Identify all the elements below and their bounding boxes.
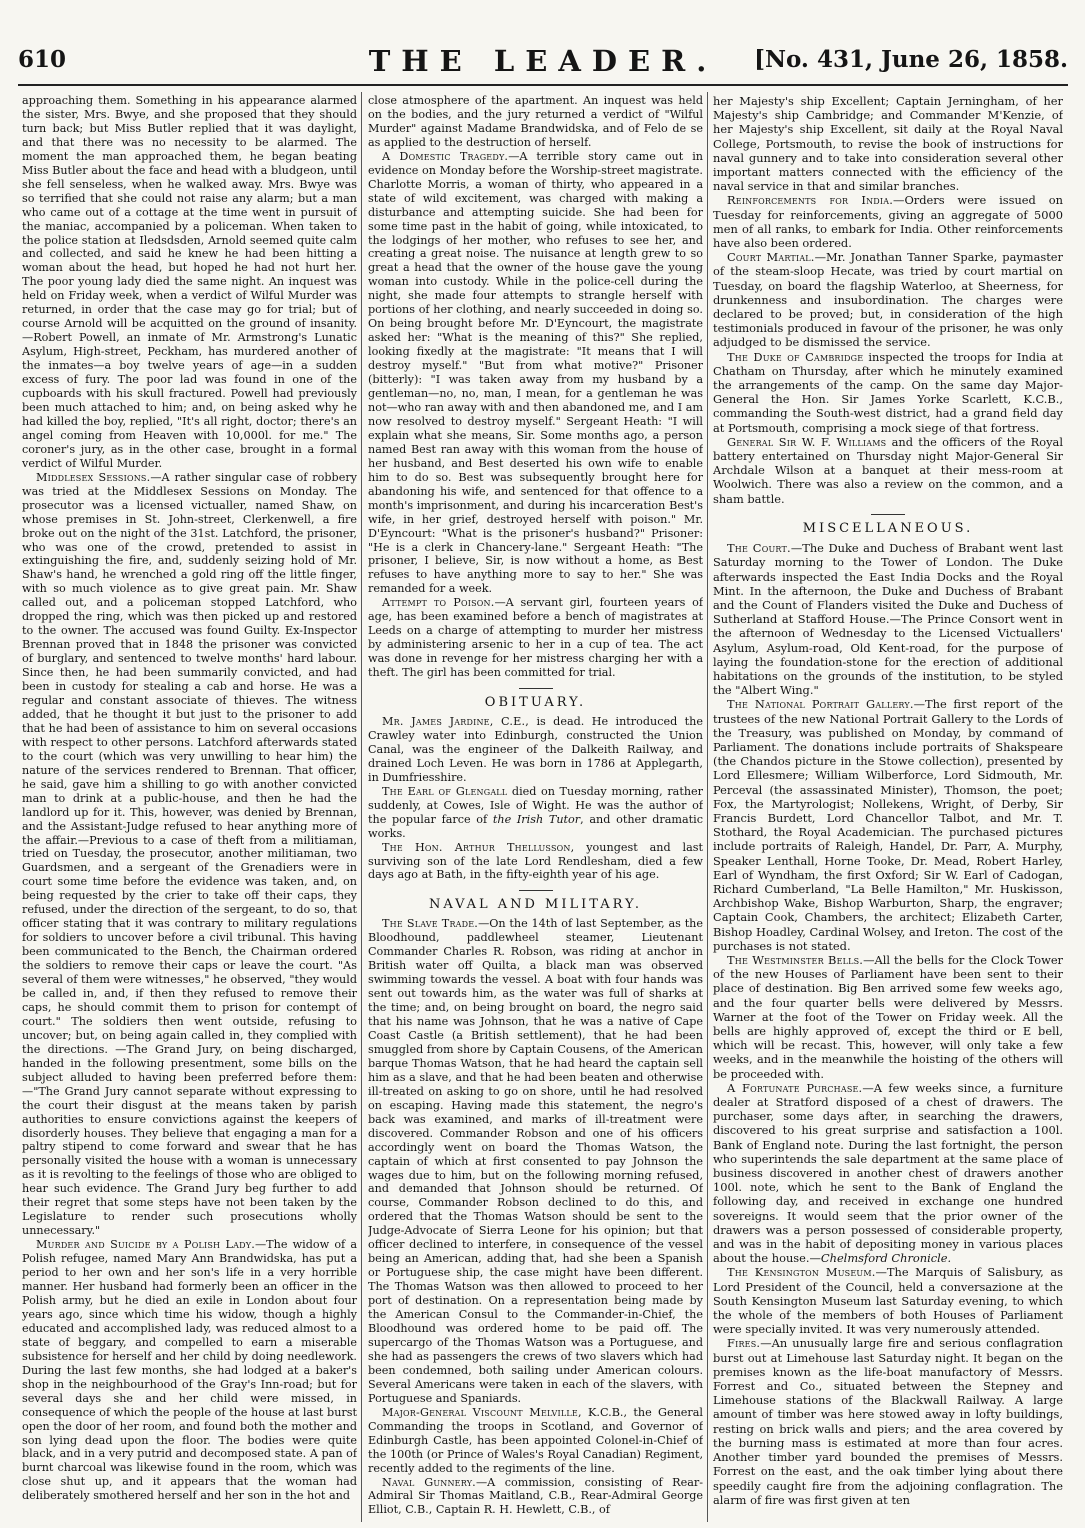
article-text: —An unusually large fire and serious conflagration burst out at Limehouse last Saturday night. It began on the premises known as the life-boat manufactory of Messrs. Forrest and Co., situated between the Stepney and Limehouse stations of the Blackwall Railway. A large amount of timber was here stowed away in lofty buildings, resting on brick walls and piers; and the area covered by the burning mass is estimated at more than four acres. Another timber yard bounded the premises of Messrs. Forrest on the east, and the oak timber lying about there speedily caught fire from the adjoining conflagration. The alarm of fire was first given at ten bbox=[713, 1336, 1063, 1507]
article-text: —Mr. Jonathan Tanner Sparke, paymaster of the steam-sloop Hecate, was tried by court martial on Tuesday, on board the flagship Waterloo, at Sheerness, for drunkenness and insubordination. The charges were declared to be proved; but, in consideration of the high testimonials produced in favour of the prisoner, he was only adjudged to be dismissed the service. bbox=[713, 250, 1063, 350]
article-lead: The Duke of Cambridge bbox=[727, 349, 864, 364]
article-text: is dead. He introduced the Crawley water into Edinburgh, constructed the Union Canal, was the engineer of the Dalkeith Railway, and drained Loch Leven. He was born in 1786 at Applegarth, in Dumfriesshire. bbox=[368, 714, 703, 784]
article-text: —A few weeks since, a furniture dealer at Stratford disposed of a chest of drawers. The purchaser, some days after, in searching the drawers, discovered to his great surprise and satisfaction a 100l. Bank of England note. During the last fortnight, the person who superintends the sale department at the same place of business discovered in another chest of drawers another 100l. note, which he sent to the Bank of England the following day, and received in exchange one hundred sovereigns. It would seem that the prior owner of the drawers was a person possessed of considerable property, and was in the habit of depositing money in various places about the house.— bbox=[713, 1080, 1063, 1266]
article-text: —The Duke and Duchess of Brabant went last Saturday morning to the Tower of London. The Duke afterwards inspected the East India Docks and the Royal Mint. In the afternoon, the Duke and Duchess of Brabant and the Count of Flanders visited the Duke and Duchess of Sutherland at Stafford House.—The Prince Consort went in the afternoon of Wednesday to the Licensed Victuallers' Asylum, Asylum-road, Old Kent-road, for the purpose of laying the foundation-stone for the erection of additional habitations on the grounds of the institution, to be styled the "Albert Wing." bbox=[713, 541, 1063, 698]
article-text: died on Tuesday morning, rather suddenly, at Cowes, Isle of Wight. He was the author of the popular farce of bbox=[368, 784, 703, 826]
article-paragraph bbox=[713, 697, 1063, 953]
masthead bbox=[18, 44, 1068, 88]
article-text: inspected the troops for India at Chatham on Thursday, after which he minutely examined the arrangements of the camp. On the same day Major-General the Hon. Sir James Yorke Scarlett, K.C.B., commanding the South-west district, had a grand field day at Portsmouth, comprising a mock siege of that fortress. bbox=[713, 349, 1063, 435]
article-lead: Middlesex Sessions. bbox=[36, 470, 151, 484]
article-text: youngest and last surviving son of the late Lord Rendlesham, died a few days ago at Bath, in the fifty-eighth year of his age. bbox=[368, 840, 703, 882]
article-text: and the officers of the Royal battery entertained on Thursday night Major-General Sir Archdale Wilson at a banquet at their mess-room at Woolwich. There was also a review on the common, and a sham battle. bbox=[713, 434, 1063, 506]
article-lead: A Fortunate Purchase. bbox=[727, 1080, 863, 1095]
article-lead: A Domestic Tragedy. bbox=[382, 149, 509, 163]
article-text: K.C.B., the General Commanding the troops in Scotland, and Governor of Edinburgh Castle, has been appointed Colonel-in-Chief of the 100th (or Prince of Wales's Royal Canadian) Regiment, recently added to the regiments of the line. bbox=[368, 1405, 703, 1475]
article-paragraph bbox=[368, 917, 703, 1405]
article-italic: Chelmsford Chronicle. bbox=[820, 1251, 952, 1266]
article-text: —The Marquis of Salisbury, as Lord President of the Council, held a conversazione at the South Kensington Museum last Saturday evening, to which the whole of the members of both Houses of Parliament were specially invited. It was very numerously attended. bbox=[713, 1265, 1063, 1337]
article-lead: The Slave Trade. bbox=[382, 917, 479, 931]
article-paragraph bbox=[713, 350, 1063, 435]
article-paragraph bbox=[368, 1406, 703, 1476]
article-text: —A terrible story came out in evidence on Monday before the Worship-street magistrate. Charlotte Morris, a woman of thirty, who appeared in a state of wild excitement, was charged with making a disturbance and attempting suicide. She had been for some time past in the habit of going, while intoxicated, to the lodgings of her mother, who refuses to see her, and creating a great noise. The nuisance at length grew to so great a head that the owner of the house gave the young woman into custody. While in the police-cell during the night, she made four attempts to strangle herself with portions of her clothing, and nearly succeeded in doing so. On being brought before Mr. D'Eyncourt, the magistrate asked her: "What is the meaning of this?" She replied, looking fixedly at the magistrate: "It means that I will destroy myself." "But from what motive?" Prisoner (bitterly): "I was taken away from my husband by a gentleman—no, no, man, I mean, for a gentleman he was not—who ran away with and then abandoned me, and I am now resolved to destroy myself." Sergeant Heath: "I will explain what she means, Sir. Some months ago, a person named Best ran away with this woman from the house of her husband, and Best deserted his own wife to enable him to do so. Best was subsequently brought here for abandoning his wife, and sentenced for that offence to a month's imprisonment, and during his incarceration Best's wife, in her grief, destroyed herself with poison." Mr. D'Eyncourt: "What is the prisoner's husband?" Prisoner: "He is a clerk in Chancery-lane." Sergeant Heath: "The prisoner, I believe, Sir, is now without a home, as Best refuses to have anything more to say to her." She was remanded for a week. bbox=[368, 149, 703, 596]
section-heading-miscellaneous: MISCELLANEOUS. bbox=[802, 520, 974, 536]
column-1 bbox=[22, 94, 357, 1524]
article-paragraph bbox=[713, 541, 1063, 697]
section-rule bbox=[871, 514, 905, 515]
article-paragraph bbox=[368, 715, 703, 785]
article-lead: General Sir W. F. Williams bbox=[727, 434, 887, 449]
article-lead: The Earl of Glengall bbox=[382, 784, 508, 798]
article-paragraph bbox=[368, 150, 703, 597]
column-2 bbox=[368, 94, 703, 1524]
article-text: , and other dramatic works. bbox=[368, 812, 703, 840]
article-text: —The widow of a Polish refugee, named Mary Ann Brandwidska, has put a period to her own and her son's life in a very horrible manner. Her husband had formerly been an officer in the Polish army, but he died an exile in London about four years ago, since which time his widow, though a highly educated and accomplished lady, was reduced almost to a state of beggary, and compelled to earn a miserable subsistence for herself and her child by doing needlework. During the last few months, she had lodged at a baker's shop in the neighbourhood of the Gray's Inn-road; but for several days she and her child were missed, in consequence of which the people of the house at last burst open the door of her room, and found both the mother and son lying dead upon the floor. The bodies were quite black, and in a very putrid and decomposed state. A pan of burnt charcoal was likewise found in the room, which was close shut up, and it appears that the woman had deliberately smothered herself and her son in the hot and bbox=[22, 1238, 357, 1503]
article-paragraph bbox=[368, 841, 703, 883]
article-paragraph bbox=[22, 471, 357, 1238]
article-paragraph bbox=[713, 193, 1063, 250]
article-text: —The first report of the trustees of the new National Portrait Gallery to the Lords of the Treasury, was published on Monday, by command of Parliament. The donations include portraits of Shakspeare (the Chandos picture in the Stowe collection), presented by Lord Ellesmere; William Wilberforce, Lord Sidmouth, Mr. Perceval (the assassinated Minister), Thomson, the poet; Fox, the Martyrologist; Nollekens, Wright, of Derby, Sir Francis Burdett, Lord Chancellor Talbot, and Mr. T. Stothard, the Royal Academician. The purchased pictures include portraits of Raleigh, Handel, Dr. Parr, A. Murphy, Speaker Lenthall, Horne Tooke, Dr. Mead, Robert Harley, Earl of Wyndham, the first Oxford; Sir W. Earl of Cadogan, Richard Cumberland, "La Belle Hamilton," Mr. Huskisson, Archbishop Wake, Bishop Warburton, Sharp, the engraver; Captain Cook, Chambers, the architect; Elizabeth Carter, Bishop Hoadley, Cardinal Wolsey, and Ireton. The cost of the purchases is not stated. bbox=[713, 697, 1063, 953]
article-paragraph bbox=[368, 1476, 703, 1518]
article-lead: The National Portrait Gallery. bbox=[727, 697, 914, 712]
article-text: —A servant girl, fourteen years of age, has been examined before a bench of magistrates at Leeds on a charge of attempting to murder her mistress by administering arsenic to her in a cup of tea. The act was done in revenge for her mistress charging her with a theft. The girl has been committed for trial. bbox=[368, 596, 703, 680]
article-italic: the Irish Tutor bbox=[492, 812, 581, 826]
article-paragraph: her Majesty's ship Excellent; Captain Jerningham, of her Majesty's ship Cambridge; and Commander M'Kenzie, of her Majesty's ship Excellent, sit daily at the Royal Naval College, Portsmouth, to revise the book of instructions for naval gunnery and to take into consideration several other important matters connected with the efficiency of the naval service in that and similar branches. bbox=[713, 94, 1063, 194]
article-paragraph bbox=[713, 1081, 1063, 1266]
article-paragraph bbox=[713, 1336, 1063, 1506]
section-rule bbox=[519, 890, 553, 891]
article-lead: Major-General Viscount Melville, bbox=[382, 1405, 582, 1419]
article-text: —A commission, consisting of Rear-Admiral Sir Thomas Maitland, C.B., Rear-Admiral George Elliot, C.B., Captain R. H. Hewlett, C.B., of bbox=[368, 1475, 703, 1517]
article-lead: The Court. bbox=[727, 541, 791, 556]
section-rule bbox=[519, 688, 553, 689]
page-number: 610 bbox=[18, 46, 67, 73]
section-heading-naval: NAVAL AND MILITARY. bbox=[428, 897, 643, 913]
article-lead: Naval Gunnery. bbox=[382, 1475, 476, 1489]
article-lead: The Kensington Museum. bbox=[727, 1265, 876, 1280]
column-divider bbox=[361, 92, 362, 1522]
article-lead: The Westminster Bells. bbox=[727, 952, 864, 967]
header-rule bbox=[18, 84, 1068, 86]
column-3 bbox=[713, 94, 1063, 1524]
article-lead: Murder and Suicide by a Polish Lady. bbox=[36, 1238, 255, 1252]
issue-info: [No. 431, June 26, 1858. bbox=[754, 46, 1068, 73]
article-lead: Court Martial. bbox=[727, 250, 815, 265]
article-paragraph bbox=[713, 953, 1063, 1081]
section-heading-obituary: OBITUARY. bbox=[484, 695, 587, 711]
article-paragraph: close atmosphere of the apartment. An inquest was held on the bodies, and the jury returned a verdict of "Wilful Murder" against Madame Brandwidska, and of Felo de se as applied to the destruction of herself. bbox=[368, 94, 703, 149]
column-divider bbox=[707, 92, 708, 1522]
page-title: THE LEADER. bbox=[368, 44, 718, 78]
article-lead: Fires. bbox=[727, 1336, 761, 1351]
article-paragraph bbox=[713, 1265, 1063, 1336]
article-lead: Reinforcements for India. bbox=[727, 193, 894, 208]
article-text: —All the bells for the Clock Tower of the new Houses of Parliament have been sent to their place of destination. Big Ben arrived some few weeks ago, and the four quarter bells were delivered by Messrs. Warner at the foot of the Tower on Friday week. All the bells are highly approved of, except the third or E bell, which will be recast. This, however, will only take a few weeks, and in the meanwhile the hoisting of the others will be proceeded with. bbox=[713, 952, 1063, 1081]
article-text: —On the 14th of last September, as the Bloodhound, paddlewheel steamer, Lieutenant Commander Charles R. Robson, was riding at anchor in British water off Quilta, a black man was observed swimming towards the vessel. A boat with four hands was sent out towards him, as the water was full of sharks at the time; and, on being brought on board, the negro said that his name was Johnson, that he was a native of Cape Coast Castle (a British settlement), that he had been smuggled from shore by Captain Cousens, of the American barque Thomas Watson, that he had heard the captain sell him as a slave, and that he had been beaten and otherwise ill-treated on asking to go on shore, until he had resolved on escaping. Having made this statement, the negro's back was examined, and marks of ill-treatment were discovered. Commander Robson and one of his officers accordingly went on board the Thomas Watson, the captain of which at first consented to pay Johnson the wages due to him, but on the following morning refused, and demanded that Johnson should be returned. Of course, Commander Robson declined to do this, and ordered that the Thomas Watson should be sent to the Judge-Advocate of Sierra Leone for his opinion; but that officer declined to interfere, in consequence of the vessel being an American, adding that, had she been a Spanish or Portuguese ship, the case might have been different. The Thomas Watson was then allowed to proceed to her port of destination. On a representation being made by the American Consul to the Commander-in-Chief, the Bloodhound was ordered home to be paid off. The supercargo of the Thomas Watson was a Portuguese, and she had as passengers the crews of two slavers which had been condemned, both sailing under American colours. Several Americans were taken in each of the slavers, with Portuguese and Spaniards. bbox=[368, 917, 703, 1405]
article-text: —Orders were issued on Tuesday for reinforcements, giving an aggregate of 5000 men of all ranks, to embark for India. Other reinforcements have also been ordered. bbox=[713, 193, 1063, 251]
article-paragraph bbox=[22, 1238, 357, 1503]
article-paragraph bbox=[368, 596, 703, 680]
article-paragraph bbox=[713, 250, 1063, 349]
article-lead: Attempt to Poison. bbox=[382, 596, 495, 610]
article-lead: The Hon. Arthur Thellusson, bbox=[382, 840, 575, 854]
article-text: —A rather singular case of robbery was tried at the Middlesex Sessions on Monday. The prosecutor was a licensed victualler, named Shaw, on whose premises in St. John-street, Clerkenwell, a fire broke out on the night of the 31st. Latchford, the prisoner, who was one of the crowd, pretended to assist in extinguishing the fire, and, suddenly seizing hold of Mr. Shaw's hand, he wrenched a gold ring off the little finger, with so much violence as to give great pain. Mr. Shaw called out, and a policeman stopped Latchford, who dropped the ring, which was then picked up and restored to the owner. The accused was found Guilty. Ex-Inspector Brennan proved that in 1848 the prisoner was convicted of burglary, and sentenced to twelve months' hard labour. Since then, he had been summarily convicted, and had been in custody for stealing a cab and horse. He was a regular and constant associate of thieves. The witness added, that he thought it but just to the prisoner to add that he had been of assistance to him on several occasions with respect to other persons. Latchford afterwards stated to the court (which was very unwilling to hear him) the nature of the services rendered to Brennan. That officer, he said, gave him a shilling to go with another convicted man to drink at a public-house, and then he had the landlord up for it. This, however, was denied by Brennan, and the Assistant-Judge refused to hear anything more of the affair.—Previous to a case of theft from a militiaman, tried on Tuesday, the prosecutor, another militiaman, two Guardsmen, and a sergeant of the Grenadiers were in court some time before the evidence was taken, and, on being requested by the crier to take off their caps, they refused, under the direction of the sergeant, to do so, that officer stating that it was contrary to military regulations for soldiers to uncover before a civil tribunal. This having been communicated to the Bench, the Chairman ordered the soldiers to remove their caps or leave the court. "As several of them were witnesses," he observed, "they would be called in, and, if then they refused to remove their caps, he should commit them to prison for contempt of court." The soldiers then went outside, refusing to uncover; but, on being again called in, they complied with the directions. —The Grand Jury, on being discharged, handed in the following presentment, some bills on the subject alluded to having been preferred before them:—"The Grand Jury cannot separate without expressing to the court their disgust at the means taken by parish authorities to ensure convictions against the keepers of disorderly houses. They believe that engaging a man for a paltry stipend to come forward and swear that he has personally visited the house with a woman is unnecessary as it is revolting to the feelings of those who are obliged to hear such evidence. The Grand Jury beg further to add their regret that some steps have not been taken by the Legislature to render such prosecutions wholly unnecessary." bbox=[22, 470, 357, 1238]
article-paragraph bbox=[713, 435, 1063, 506]
article-lead: Mr. James Jardine, C.E., bbox=[382, 714, 530, 728]
article-paragraph bbox=[368, 785, 703, 841]
article-paragraph: approaching them. Something in his appearance alarmed the sister, Mrs. Bwye, and she proposed that they should turn back; but Miss Butler replied that it was daylight, and that there was no necessity to be alarmed. The moment the man approached them, he began beating Miss Butler about the face and head with a bludgeon, until she fell senseless, when he walked away. Mrs. Bwye was so terrified that she could not raise any alarm; but a man who came out of a cottage at the time went in pursuit of the maniac, accompanied by a policeman. When taken to the police station at Iledsdsden, Arnold seemed quite calm and collected, and said he knew he had been hitting a woman about the head, but hoped he had not hurt her. The poor young lady died the same night. An inquest was held on Friday week, when a verdict of Wilful Murder was returned, in order that the case may go for trial; but of course Arnold will be acquitted on the ground of insanity.—Robert Powell, an inmate of Mr. Armstrong's Lunatic Asylum, High-street, Peckham, has murdered another of the inmates—a boy twelve years of age—in a sudden excess of fury. The poor lad was found in one of the cupboards with his skull fractured. Powell had previously been much attached to him; and, on being asked why he had killed the boy, replied, "It's all right, doctor; there's an angel coming from Heaven with 10,000l. for me." The coroner's jury, as in the other case, brought in a formal verdict of Wilful Murder. bbox=[22, 94, 357, 470]
